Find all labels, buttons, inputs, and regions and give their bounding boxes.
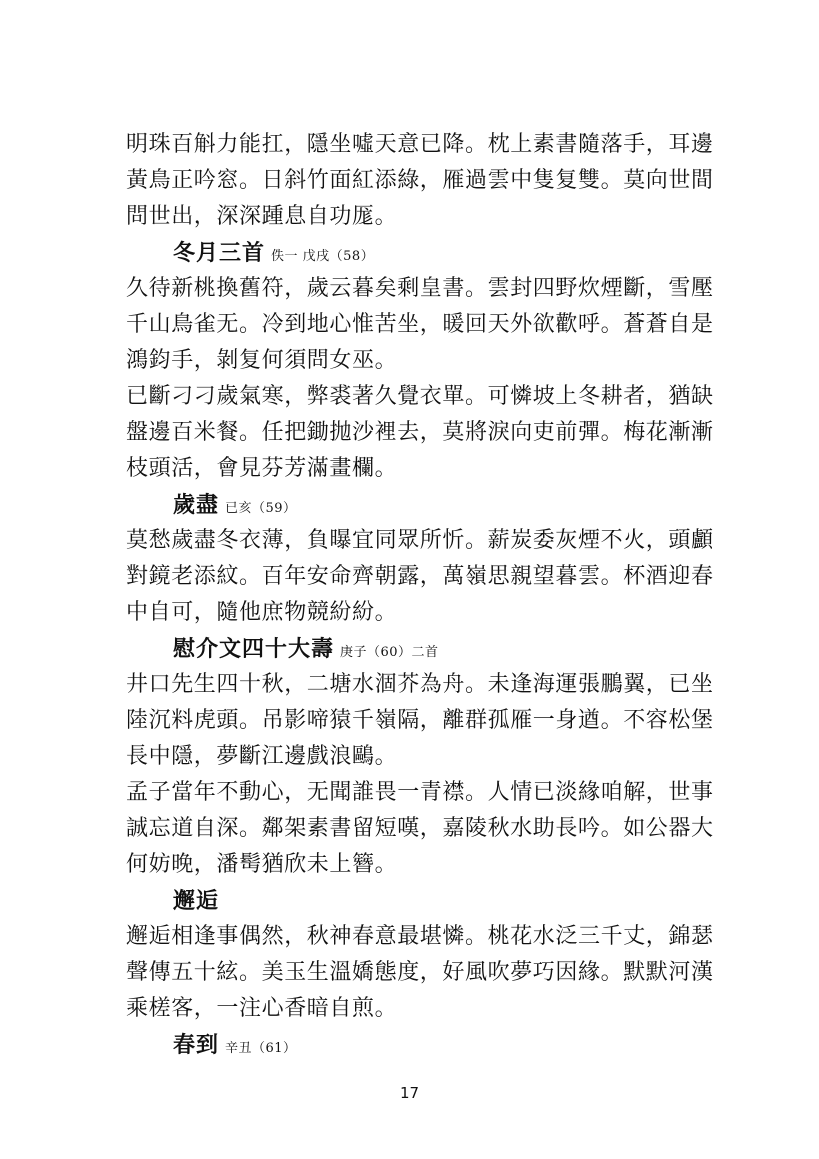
poem-line: 對鏡老添紋。百年安命齊朝露，萬嶺思親望暮雲。杯酒迎春	[126, 564, 714, 589]
poem-title: 邂逅	[173, 888, 220, 914]
poem-line: 莫愁歲盡冬衣薄，負曝宜同眾所忻。薪炭委灰煙不火，頭顱	[126, 528, 714, 553]
poem-heading	[173, 631, 439, 667]
poem-line: 已斷刁刁歲氣寒，弊裘著久覺衣單。可憐坡上冬耕者，猶缺	[126, 384, 714, 409]
poem-title: 冬月三首	[173, 240, 266, 266]
poem-line: 中自可，隨他庶物競紛紛。	[126, 600, 398, 625]
poem-line: 乘槎客，一注心香暗自煎。	[126, 996, 398, 1021]
poem-heading	[173, 883, 219, 919]
poem-line: 誠忘道自深。鄰架素書留短嘆，嘉陵秋水助長吟。如公器大	[126, 816, 714, 841]
poem-date-note: 辛丑（61）	[225, 1041, 297, 1056]
poem-date-note: 佚一 戊戌（58）	[271, 249, 375, 264]
page-number: 17	[399, 1084, 420, 1102]
poem-line: 問世出，深深踵息自功厖。	[126, 204, 398, 229]
poem-line: 孟子當年不動心，无聞誰畏一青襟。人情已淡緣咱解，世事	[126, 780, 714, 805]
poem-line: 久待新桃換舊符，歲云暮矣剩皇書。雲封四野炊煙斷，雪壓	[126, 276, 714, 301]
poem-line: 井口先生四十秋，二塘水涸芥為舟。未逢海運張鵬翼，已坐	[126, 672, 714, 697]
poem-line: 聲傳五十絃。美玉生溫嬌態度，好風吹夢巧因緣。默默河漢	[126, 960, 714, 985]
poem-line: 黃鳥正吟窓。日斜竹面紅添綠，雁過雲中隻复雙。莫向世間	[126, 168, 714, 193]
poem-line: 枝頭活，會見芬芳滿畫欄。	[126, 456, 398, 481]
poem-title: 慰介文四十大壽	[173, 636, 335, 662]
poem-text-block	[126, 667, 726, 883]
poem-line: 長中隱，夢斷江邊戲浪鷗。	[126, 744, 398, 769]
poem-title: 春到	[173, 1032, 220, 1058]
poem-line: 陸沉料虎頭。吊影啼猿千嶺隔，離群孤雁一身遒。不容松堡	[126, 708, 714, 733]
poem-heading	[173, 487, 297, 523]
poem-line: 邂逅相逢事偶然，秋神春意最堪憐。桃花水泛三千丈，錦瑟	[126, 924, 714, 949]
poem-date-note: 已亥（59）	[225, 501, 297, 516]
poem-line: 明珠百斛力能扛，隱坐噓天意已降。枕上素書隨落手，耳邊	[126, 132, 714, 157]
poem-line: 千山鳥雀无。冷到地心惟苦坐，暖回天外欲歡呼。蒼蒼自是	[126, 312, 714, 337]
poem-text-block	[126, 271, 726, 487]
poem-text-block	[126, 523, 726, 631]
poem-date-note: 庚子（60）二首	[340, 645, 439, 660]
poem-text-block	[126, 127, 726, 235]
poem-heading	[173, 235, 374, 271]
poem-heading	[173, 1027, 297, 1063]
poem-text-block	[126, 919, 726, 1027]
poem-title: 歲盡	[173, 492, 220, 518]
poem-line: 鴻鈞手，剝复何須問女巫。	[126, 348, 398, 373]
poem-line: 何妨晚，潘髩猶欣未上簪。	[126, 852, 398, 877]
poem-line: 盤邊百米餐。任把鋤抛沙裡去，莫將淚向吏前彈。梅花漸漸	[126, 420, 714, 445]
